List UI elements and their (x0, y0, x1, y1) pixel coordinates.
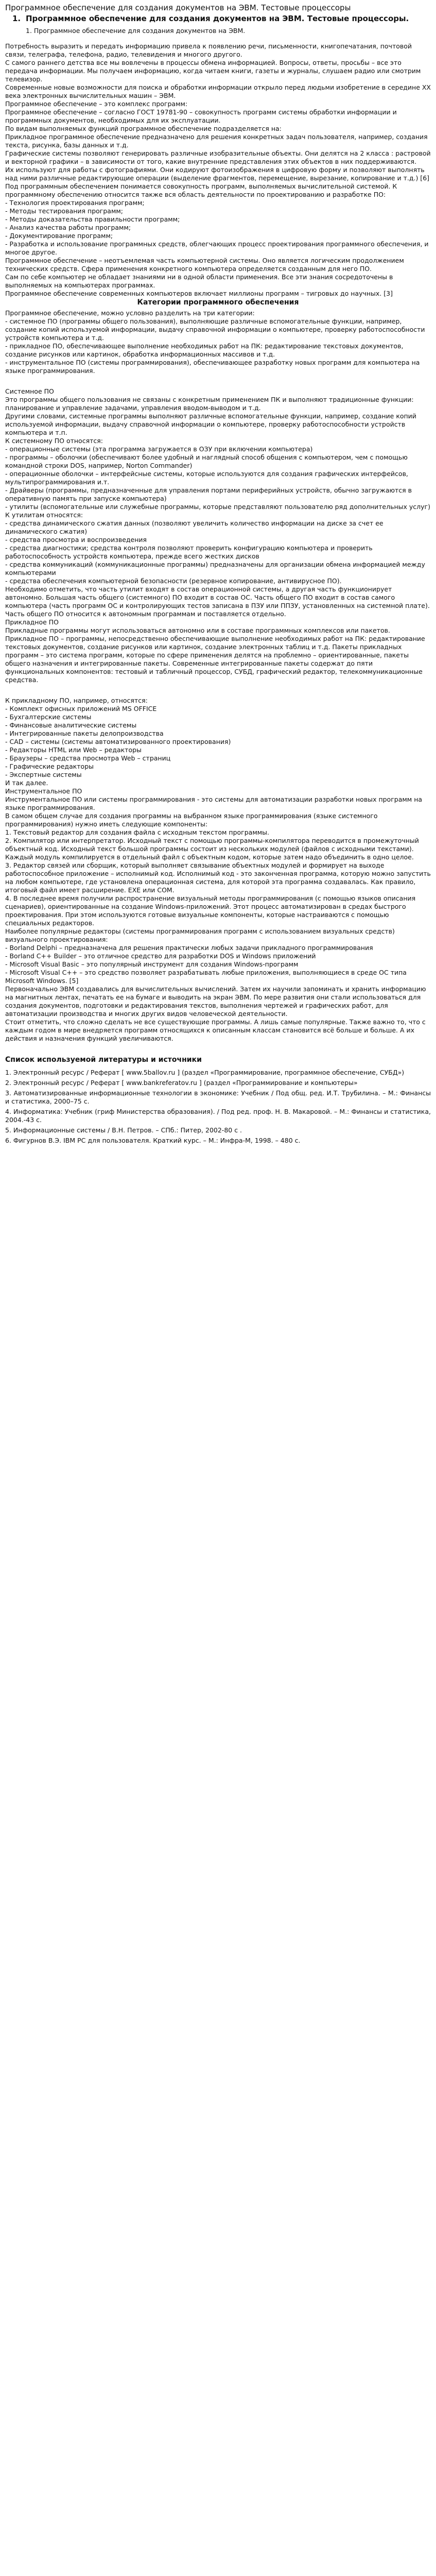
paragraph: - системное ПО (программы общего пользования), выполняющие различные вспомогательные функции, например, создание копий используемой информации, выдачу справочной информации о компьютере, проверку работоспособности устройств компьютера и т.д. (5, 317, 425, 342)
paragraph: По видам выполняемых функций программное обеспечение подразделяется на: (5, 125, 282, 132)
spacer (5, 684, 431, 697)
paragraph: К системному ПО относятся: (5, 437, 103, 445)
paragraph: С самого раннего детства все мы вовлечены в процессы обмена информацией. Вопросы, ответы, просьбы – все это передача информации. Мы получаем информацию, когда читаем книги, газеты и журналы, слушаем радио или смотрим телевизор. (5, 59, 421, 83)
paragraph: Это программы общего пользования не связаны с конкретным применением ПК и выполняют традиционные функции: планирование и управление задачами, управления вводом-выводом и т.д. (5, 396, 414, 412)
paragraph: - Редакторы HTML или Web – редакторы (5, 746, 142, 754)
paragraph: Наиболее популярные редакторы (системы программирования программ с использованием визуальных средств) визуального проектирования: (5, 927, 395, 943)
paragraph: - операционные оболочки – интерфейсные системы, которые используются для создания графических интерфейсов, мультипрограммирования и.т. (5, 470, 408, 486)
paragraph: 1. Текстовый редактор для создания файла с исходным текстом программы. (5, 828, 270, 836)
paragraph: - Анализ качества работы программ; (5, 224, 131, 231)
subsection-heading: 1. Программное обеспечение для создания документов на ЭВМ. (26, 27, 246, 35)
paragraph: Первоначально ЭВМ создавались для вычислительных вычислений. Затем их научили запоминать и хранить информацию на магнитных лентах, печатать ее на бумаге и выводить на экран ЭВМ. По мере развития они стали использоваться для создания документов, подготовки и редактирования текстов, выполнения чертежей и графических работ, для автоматизации производства и многих других видов человеческой деятельности. (5, 985, 426, 1018)
paragraph: Графические системы позволяют генерировать различные изобразительные объекты. Они делятся на 2 класса : растровой и векторной графики – в зависимости от того, какие внутренние представления этих объектов в них поддерживаются. (5, 149, 431, 165)
paragraph: 3. Редактор связей или сборщик, который выполняет связывание объектных модулей и формирует на выходе работоспособное приложение – исполнимый код. Исполнимый код - это законченная программа, которую можно запустить на любом компьютере, где установлена операционная система, для которой эта программа создавалась. Как правило, итоговый файл имеет расширение. EXE или COM. (5, 861, 431, 894)
literature-item: 3. Автоматизированные информационные технологии в экономике: Учебник / Под общ. ред. И.Т. Трубилина. – М.: Финансы и статистика, 2000–75 с. (5, 1089, 431, 1105)
literature-item: 4. Информатика: Учебник (гриф Министерства образования). / Под ред. проф. Н. В. Макаровой. – М.: Финансы и статистика, 2004.-43 с. (5, 1108, 431, 1124)
paragraph: Современные новые возможности для поиска и обработки информации открыло перед людьми изобретение в середине XX века электронных вычислительных машин – ЭВМ. (5, 83, 431, 99)
paragraph: - прикладное ПО, обеспечивающее выполнение необходимых работ на ПК: редактирование текстовых документов, создание рисунков или картинок, обработка информационных массивов и т.д. (5, 342, 404, 358)
paragraph: - Методы тестирования программ; (5, 207, 124, 215)
literature-heading: Список используемой литературы и источники (5, 1056, 202, 1064)
paragraph: - Microsoft Visual C++ – это средство позволяет разрабатывать любые приложения, выполняющиеся в среде ОС типа Microsoft Windows. [5] (5, 969, 407, 985)
literature-item: 6. Фигурнов В.Э. IBM PC для пользователя. Краткий курс. – М.: Инфра-М, 1998. – 480 с. (5, 1137, 301, 1144)
paragraph: Системное ПО (5, 387, 54, 395)
paragraph: 4. В последнее время получили распространение визуальный методы программирования (с помощью языков описания сценариев), ориентированные на создание Windows-приложений. Этот процесс автоматизирован в средах быстрого проектирования. При этом используются готовые визуальные компоненты, которые настраиваются с помощью специальных редакторов. (5, 894, 416, 927)
section-subheading: Категории программного обеспечения (137, 298, 299, 307)
document-body (5, 42, 431, 1064)
paragraph: - Бухгалтерские системы (5, 713, 92, 721)
paragraph: Инструментальное ПО (5, 787, 82, 795)
paragraph: Программное обеспечение современных компьютеров включает миллионы программ – тигровых до научных. [3] (5, 290, 393, 297)
paragraph: Под программным обеспечением понимается совокупность программ, выполняемых вычислительной системой. К программному обеспечению относится также вся область деятельности по проектированию и разработке ПО: (5, 182, 397, 198)
section-heading (5, 14, 431, 24)
paragraph: - Microsoft Visual Basic – это популярный инструмент для создания Windows-программ (5, 960, 299, 968)
paragraph: Программное обеспечение – согласно ГОСТ 19781-90 – совокупность программ системы обработки информации и программных документов, необходимых для их эксплуатации. (5, 108, 397, 124)
section-heading-text: Программное обеспечение для создания документов на ЭВМ. Тестовые процессоры. (26, 14, 409, 23)
paragraph: Их используют для работы с фотографиями. Они кодируют фотоизображения в цифровую форму и позволяют выполнять над ними различные редактирующие операции (выделение фрагментов, перемещение, вырезание, копирование и т.д.) [6] (5, 166, 430, 182)
paragraph: - Borland Delphi – предназначена для решения практически любых задачи прикладного программирования (5, 944, 373, 952)
paragraph: - Драйверы (программы, предназначенные для управления портами периферийных устройств, обычно загружаются в оперативную память при запуске компьютера) (5, 486, 412, 502)
literature-list (5, 1069, 431, 1145)
paragraph: Другими словами, системные программы выполняют различные вспомогательные функции, например, создание копий используемой информации, выдачу справочной информации о компьютере, проверку работоспособности устройств компьютера и т.п. (5, 412, 416, 436)
paragraph: - Технология проектирования программ; (5, 199, 145, 207)
paragraph: К прикладному ПО, например, относятся: (5, 697, 148, 704)
paragraph: - Комплект офисных приложений MS OFFICE (5, 705, 157, 713)
paragraph: Прикладное ПО (5, 618, 59, 626)
paragraph: - средства диагностики; средства контроля позволяют проверить конфигурацию компьютера и проверить работоспособность устройств компьютера, прежде всего жестких дисков (5, 544, 373, 560)
paragraph: - Интегрированные пакеты делопроизводства (5, 730, 164, 737)
paragraph: Прикладные программы могут использоваться автономно или в составе программных комплексов или пакетов. Прикладное ПО – программы, непосредственно обеспечивающие выполнение необходимых работ на ПК: редактирование текстовых документов, создание рисунков или картинок, создание электронных таблиц и т.д. Пакеты прикладных программ – это система программ, которые по сфере применения делятся на проблемно – ориентированные, пакеты общего назначения и интегрированные пакеты. Современные интегрированные пакеты содержат до пяти функциональных компонентов: тестовый и табличный процессор, СУБД, графический редактор, телекоммуникационные средства. (5, 626, 425, 684)
paragraph: - Графические редакторы (5, 762, 94, 770)
section-heading-number: 1. (12, 14, 21, 23)
paragraph: - средства коммуникаций (коммуникационные программы) предназначены для организации обмена информацией между компьютерами (5, 561, 425, 577)
paragraph: Стоит отметить, что сложно сделать не все существующие программы. А лишь самые популярные. Также важно то, что с каждым годом в мире внедряется программ относящихся к описанным классам становится всё больше и больше. А их действия и назначения функций увеличиваются. (5, 1018, 426, 1042)
paragraph: 2. Компилятор или интерпретатор. Исходный текст с помощью программы-компилятора переводится в промежуточный объектный код. Исходный текст большой программы состоит из нескольких модулей (файлов с исходными текстами). Каждый модуль компилируется в отдельный файл с объектным кодом, которые затем надо объединить в одно целое. (5, 837, 419, 861)
paragraph: - средства просмотра и воспроизведения (5, 536, 147, 544)
paragraph: - CAD – системы (системы автоматизированного проектирования) (5, 738, 231, 745)
paragraph: - средства динамического сжатия данных (позволяют увеличить количество информации на диске за счет ее динамического сжатия) (5, 519, 383, 535)
paragraph: Сам по себе компьютер не обладает знаниями ни в одной области применения. Все эти знания сосредоточены в выполняемых на компьютерах программах. (5, 273, 393, 289)
spacer (5, 375, 431, 387)
paragraph: Программное обеспечение, можно условно разделить на три категории: (5, 309, 255, 317)
paragraph: - инструментальное ПО (системы программирования), обеспечивающее разработку новых программ для компьютера на языке программирования. (5, 359, 420, 375)
paragraph: - Браузеры – средства просмотра Web – страниц (5, 754, 171, 762)
paragraph: - операционные системы (эта программа загружается в ОЗУ при включении компьютера) (5, 445, 313, 453)
paragraph: - Методы доказательства правильности программ; (5, 215, 180, 223)
paragraph: Потребность выразить и передать информацию привела к появлению речи, письменности, книгопечатания, почтовой связи, телеграфа, телефона, радио, телевидения и многого другого. (5, 42, 412, 58)
paragraph: - Финансовые аналитические системы (5, 721, 137, 729)
paragraph: Программное обеспечение – это комплекс программ: (5, 100, 188, 108)
paragraph: Прикладное программное обеспечение предназначено для решения конкретных задач пользователя, например, создания текста, рисунка, базы данных и т.д. (5, 133, 428, 149)
literature-item: 5. Информационные системы / В.Н. Петров. – СПб.: Питер, 2002-80 с . (5, 1126, 242, 1134)
paragraph: - Разработка и использование программных средств, облегчающих процесс проектирования программного обеспечения, и многое другое. (5, 240, 429, 256)
paragraph: - Документирование программ; (5, 232, 113, 240)
document-title: Программное обеспечение для создания документов на ЭВМ. Тестовые процессоры (5, 3, 351, 12)
paragraph: Необходимо отметить, что часть утилит входят в состав операционной системы, а другая часть функционирует автономно. Большая часть общего (системного) ПО входит в состав ОС. Часть общего ПО входит в состав самого компьютера (часть программ ОС и контролирующих тестов записана в ПЗУ или ППЗУ, установленных на системной плате). Часть общего ПО относится к автономным программам и поставляется отдельно. (5, 585, 430, 618)
paragraph: И так далее. (5, 779, 48, 787)
document (0, 0, 436, 1152)
paragraph: - средства обеспечения компьютерной безопасности (резервное копирование, антивирусное ПО). (5, 577, 342, 585)
paragraph: - утилиты (вспомогательные или служебные программы, которые представляют пользователю ряд дополнительных услуг) (5, 503, 430, 511)
paragraph: - Экспертные системы (5, 771, 82, 778)
paragraph: В самом общем случае для создания программы на выбранном языке программирования (языке системного программирования) нужно иметь следующие компоненты: (5, 812, 378, 828)
paragraph: Инструментальное ПО или системы программирования - это системы для автоматизации разработки новых программ на языке программирования. (5, 795, 423, 811)
literature-item: 1. Электронный ресурс / Реферат [ www.5ballov.ru ] (раздел «Программирование, программное обеспечение, СУБД») (5, 1069, 405, 1076)
paragraph: К утилитам относятся: (5, 511, 83, 519)
literature-item: 2. Электронный ресурс / Реферат [ www.bankreferatov.ru ] (раздел «Программирование и компьютеры» (5, 1079, 358, 1087)
paragraph: - программы – оболочки (обеспечивают более удобный и наглядный способ общения с компьютером, чем с помощью командной строки DOS, например, Norton Commander) (5, 453, 408, 469)
paragraph: - Borland C++ Builder – это отличное средство для разработки DOS и Windows приложений (5, 952, 316, 960)
paragraph: Программное обеспечение – неотъемлемая часть компьютерной системы. Оно является логическим продолжением технических средств. Сфера применения конкретного компьютера определяется созданным для него ПО. (5, 257, 404, 273)
